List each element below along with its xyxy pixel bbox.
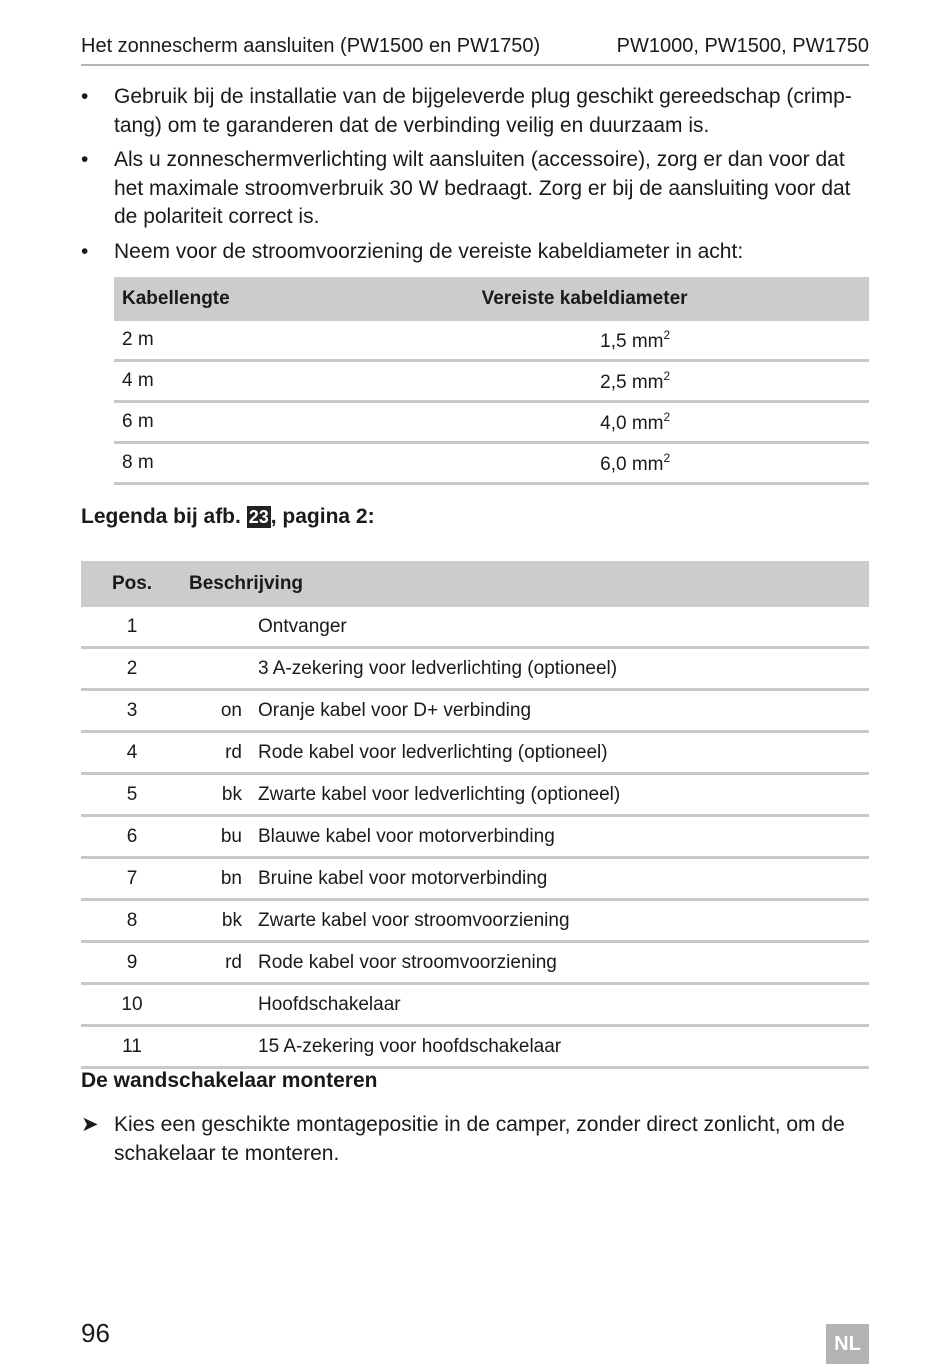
legend-description: Bruine kabel voor motorverbinding xyxy=(258,858,869,900)
legend-description: Oranje kabel voor D+ verbinding xyxy=(258,690,869,732)
diameter-value: 1,5 mm xyxy=(600,330,664,352)
legend-pos: 7 xyxy=(81,858,183,900)
cable-diameter xyxy=(300,361,869,402)
table-row xyxy=(114,361,869,402)
instruction-text: Kies een geschikte montagepositie in de camper, zonder direct zonlicht, om de schakelaar te monteren. xyxy=(114,1113,845,1165)
legend-pos: 2 xyxy=(81,648,183,690)
table-row xyxy=(81,774,869,816)
legend-wire-code: bu xyxy=(183,816,258,858)
bullet-text: Neem voor de stroomvoorziening de vereiste kabeldiameter in acht: xyxy=(114,239,744,263)
legend-pos: 11 xyxy=(81,1026,183,1068)
bullet-dot-icon: • xyxy=(81,239,89,263)
arrow-right-icon: ➤ xyxy=(81,1113,99,1136)
figure-number-badge: 23 xyxy=(248,507,269,527)
cable-diameter-table xyxy=(114,277,869,485)
table-row xyxy=(81,648,869,690)
cable-diameter xyxy=(300,321,869,361)
cable-diameter xyxy=(300,443,869,484)
diameter-value: 6,0 mm xyxy=(600,453,664,475)
table-row xyxy=(81,607,869,648)
table-row xyxy=(81,858,869,900)
bullet-item xyxy=(81,83,869,140)
instruction-step xyxy=(81,1111,869,1168)
diameter-value: 2,5 mm xyxy=(600,371,664,393)
legend-description: 3 A-zekering voor ledverlichting (optioneel) xyxy=(258,648,869,690)
cable-length: 6 m xyxy=(114,402,300,443)
legend-pos: 1 xyxy=(81,607,183,648)
bullet-item xyxy=(81,238,869,267)
legend-pos: 4 xyxy=(81,732,183,774)
legend-pos: 6 xyxy=(81,816,183,858)
table-header-row xyxy=(81,561,869,607)
cable-diameter xyxy=(300,402,869,443)
header-section-title: Het zonnescherm aansluiten (PW1500 en PW1750) xyxy=(81,35,541,57)
table-row xyxy=(81,816,869,858)
unit-superscript: 2 xyxy=(663,409,671,424)
column-header-diameter: Vereiste kabeldiameter xyxy=(300,277,869,321)
bullet-dot-icon: • xyxy=(81,148,89,171)
legend-wire-code xyxy=(183,607,258,648)
legend-description: Hoofdschakelaar xyxy=(258,984,869,1026)
column-header-length: Kabellengte xyxy=(114,277,300,321)
bullet-text: Gebruik bij de installatie van de bijgeleverde plug geschikt gereedschap (crimp-tang) om te garanderen dat de verbinding veilig en duurzaam is. xyxy=(114,85,852,137)
language-badge: NL xyxy=(826,1324,869,1364)
cable-length: 8 m xyxy=(114,443,300,484)
legend-pos: 9 xyxy=(81,942,183,984)
legend-wire-code xyxy=(183,1026,258,1068)
section-heading: De wandschakelaar monteren xyxy=(81,1069,378,1092)
legend-pos: 10 xyxy=(81,984,183,1026)
legend-table xyxy=(81,561,869,1069)
table-row xyxy=(81,732,869,774)
legend-pos: 5 xyxy=(81,774,183,816)
bullet-text: Als u zonneschermverlichting wilt aansluiten (accessoire), zorg er dan voor dat het maximale stroomverbruik 30 W bedraagt. Zorg er bij de aansluiting voor dat de polariteit correct is. xyxy=(114,148,851,228)
bullet-dot-icon: • xyxy=(81,85,89,108)
legend-description: Blauwe kabel voor motorverbinding xyxy=(258,816,869,858)
table-row xyxy=(114,402,869,443)
legend-description: Zwarte kabel voor stroomvoorziening xyxy=(258,900,869,942)
legend-heading-suffix: , pagina 2: xyxy=(270,505,375,528)
legend-wire-code: rd xyxy=(183,732,258,774)
legend-pos: 8 xyxy=(81,900,183,942)
cable-length: 2 m xyxy=(114,321,300,361)
legend-description: Ontvanger xyxy=(258,607,869,648)
table-header-row xyxy=(114,277,869,321)
unit-superscript: 2 xyxy=(663,327,671,342)
bullet-item xyxy=(81,146,869,232)
unit-superscript: 2 xyxy=(663,450,671,465)
legend-description: Rode kabel voor stroomvoorziening xyxy=(258,942,869,984)
table-row xyxy=(114,443,869,484)
unit-superscript: 2 xyxy=(663,368,671,383)
table-row xyxy=(114,321,869,361)
legend-pos: 3 xyxy=(81,690,183,732)
cable-length: 4 m xyxy=(114,361,300,402)
table-row xyxy=(81,900,869,942)
legend-description: Zwarte kabel voor ledverlichting (optioneel) xyxy=(258,774,869,816)
table-row xyxy=(81,942,869,984)
bullet-list xyxy=(81,83,869,272)
legend-description: 15 A-zekering voor hoofdschakelaar xyxy=(258,1026,869,1068)
column-header-pos: Pos. xyxy=(81,561,183,607)
diameter-value: 4,0 mm xyxy=(600,412,664,434)
table-row xyxy=(81,690,869,732)
legend-heading-prefix: Legenda bij afb. xyxy=(81,505,241,528)
legend-wire-code: bk xyxy=(183,900,258,942)
legend-wire-code: rd xyxy=(183,942,258,984)
page-number: 96 xyxy=(81,1318,110,1348)
running-header xyxy=(81,32,869,66)
table-row xyxy=(81,1026,869,1068)
legend-wire-code xyxy=(183,984,258,1026)
legend-description: Rode kabel voor ledverlichting (optioneel) xyxy=(258,732,869,774)
legend-wire-code: bn xyxy=(183,858,258,900)
legend-heading xyxy=(81,505,375,529)
legend-wire-code: on xyxy=(183,690,258,732)
legend-wire-code xyxy=(183,648,258,690)
header-model-list: PW1000, PW1500, PW1750 xyxy=(616,35,869,57)
table-row xyxy=(81,984,869,1026)
column-header-description: Beschrijving xyxy=(183,561,869,607)
legend-wire-code: bk xyxy=(183,774,258,816)
